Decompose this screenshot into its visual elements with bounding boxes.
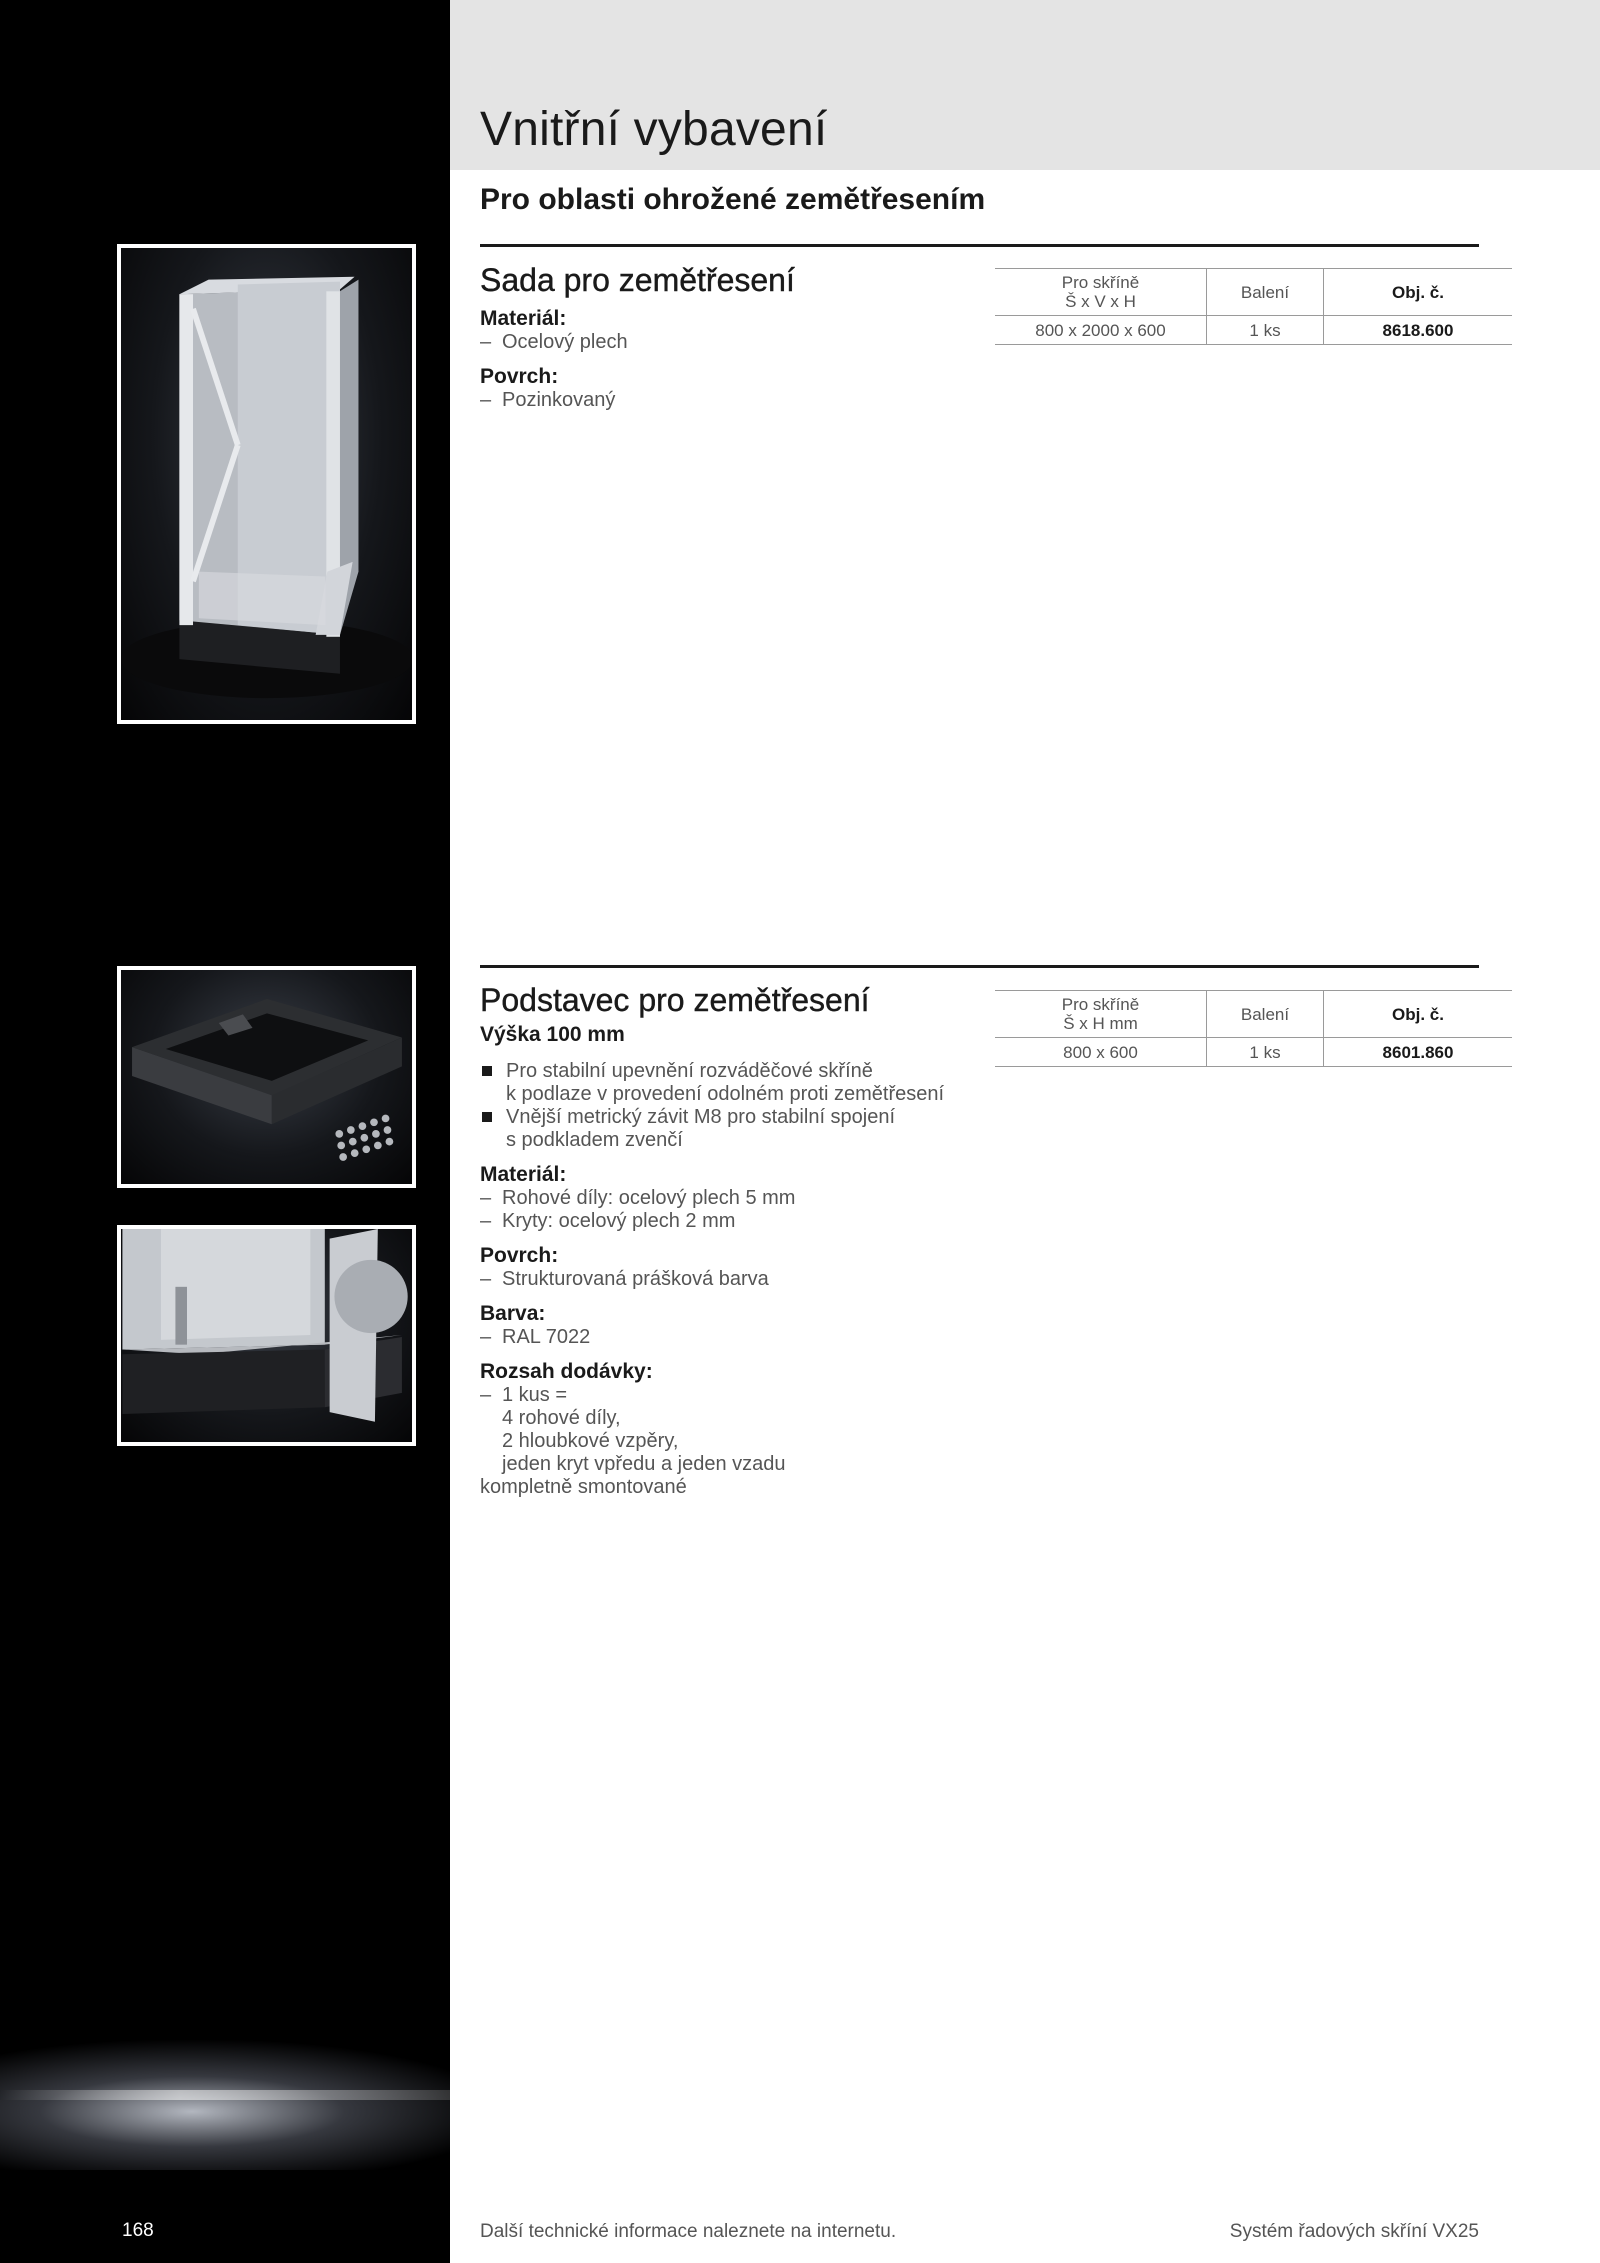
sidebar-light-streak xyxy=(0,2090,450,2100)
table-row xyxy=(995,1038,1512,1067)
bullet-square-icon xyxy=(482,1066,492,1076)
product-details-plinth xyxy=(480,1023,1000,1499)
table-header-row xyxy=(995,269,1512,316)
installed-cabinet-illustration xyxy=(121,1229,412,1442)
header-order-no: Obj. č. xyxy=(1324,269,1513,316)
footer-note: Další technické informace naleznete na internetu. xyxy=(480,2221,897,2242)
product-details-earthquake-kit xyxy=(480,307,1000,412)
product-photo-earthquake-kit xyxy=(117,244,416,724)
cell-order-no: 8618.600 xyxy=(1324,316,1513,345)
cell-pack: 1 ks xyxy=(1207,1038,1324,1067)
product-photo-plinth-installed xyxy=(117,1225,416,1446)
surface-label: Povrch: xyxy=(480,365,559,388)
spec-table-earthquake-kit xyxy=(995,268,1512,345)
header-packaging: Balení xyxy=(1207,269,1324,316)
cell-order-no: 8601.860 xyxy=(1324,1038,1513,1067)
product-photo-plinth xyxy=(117,966,416,1188)
sidebar-light-glow xyxy=(0,2040,450,2170)
cabinet-illustration xyxy=(121,248,412,720)
cell-pack: 1 ks xyxy=(1207,316,1324,345)
product-title-earthquake-kit: Sada pro zemětřesení xyxy=(480,262,795,298)
page-number: 168 xyxy=(122,2220,154,2241)
color-item: – RAL 7022 xyxy=(480,1326,591,1348)
material-item: – Kryty: ocelový plech 2 mm xyxy=(480,1210,736,1232)
cell-size: 800 x 600 xyxy=(995,1038,1207,1067)
scope-first: – 1 kus = xyxy=(480,1384,568,1406)
cell-size: 800 x 2000 x 600 xyxy=(995,316,1207,345)
material-item: – Ocelový plech xyxy=(480,331,628,353)
scope-line: 2 hloubkové vzpěry, xyxy=(502,1430,679,1452)
material-label: Materiál: xyxy=(480,307,567,330)
surface-item: – Strukturovaná prášková barva xyxy=(480,1268,769,1290)
color-label: Barva: xyxy=(480,1302,546,1325)
list-item: Pro stabilní upevnění rozváděčové skříně k podlaze v provedení odolném proti zemětřesení xyxy=(480,1060,1000,1106)
table-row xyxy=(995,316,1512,345)
header-packaging: Balení xyxy=(1207,991,1324,1038)
header-cabinet-size: Pro skříně Š x V x H xyxy=(995,269,1207,316)
section-rule-1 xyxy=(480,244,1479,247)
material-label: Materiál: xyxy=(480,1163,567,1186)
scope-line: 4 rohové díly, xyxy=(502,1407,621,1429)
spec-table-plinth xyxy=(995,990,1512,1067)
header-cabinet-size: Pro skříně Š x H mm xyxy=(995,991,1207,1038)
material-item: – Rohové díly: ocelový plech 5 mm xyxy=(480,1187,796,1209)
surface-label: Povrch: xyxy=(480,1244,559,1267)
scope-label: Rozsah dodávky: xyxy=(480,1360,653,1383)
page-title: Vnitřní vybavení xyxy=(480,103,828,156)
bullet-square-icon xyxy=(482,1112,492,1122)
scope-line: jeden kryt vpředu a jeden vzadu xyxy=(502,1453,786,1475)
section-rule-2 xyxy=(480,965,1479,968)
header-order-no: Obj. č. xyxy=(1324,991,1513,1038)
product-title-plinth: Podstavec pro zemětřesení xyxy=(480,982,870,1018)
height-spec: Výška 100 mm xyxy=(480,1023,625,1046)
table-header-row xyxy=(995,991,1512,1038)
footer-series: Systém řadových skříní VX25 xyxy=(1229,2221,1479,2242)
plinth-illustration xyxy=(121,970,412,1184)
surface-item: – Pozinkovaný xyxy=(480,389,616,411)
list-item: Vnější metrický závit M8 pro stabilní spojení s podkladem zvenčí xyxy=(480,1106,1000,1152)
scope-last: kompletně smontované xyxy=(480,1476,687,1498)
section-subtitle: Pro oblasti ohrožené zemětřesením xyxy=(480,183,986,216)
